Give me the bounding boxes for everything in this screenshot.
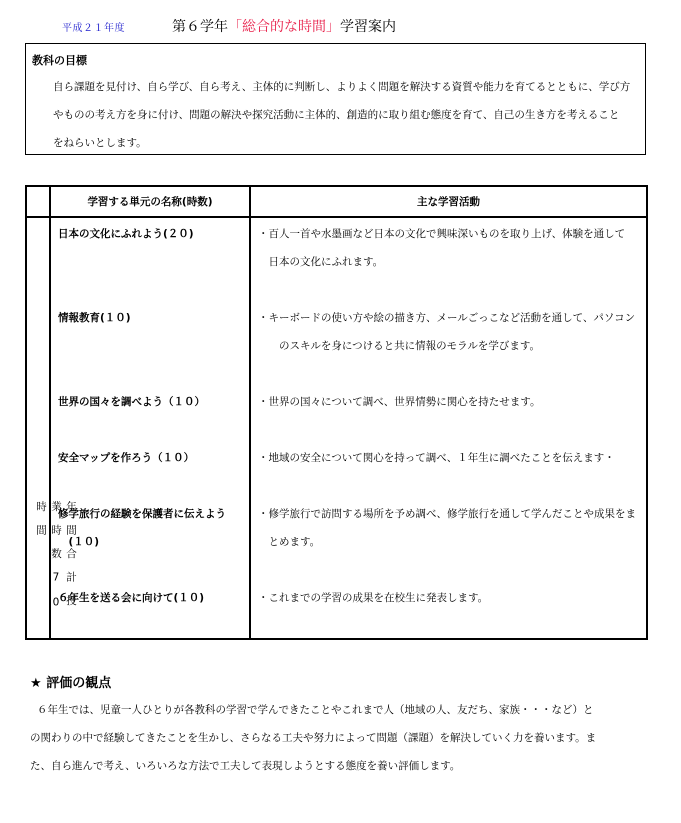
table-body-row [26,217,647,639]
activities-cell [250,217,647,639]
activity-line: ・これまでの学習の成果を在校生に発表します。 [258,592,489,604]
unit-school-trip-hours: (１０) [58,536,100,548]
evaluation-line: ６年生では、児童一人ひとりが各教科の学習で学んできたことやこれまで人（地域の人、友だち、家族・・・など）と [37,704,594,716]
title-suffix: 学習案内 [340,19,396,35]
title-highlight: 「総合的な時間」 [228,19,340,35]
school-year: 平成２１年度 [62,23,125,34]
annual-hours-label: 年間合計授業時数70時間 [35,501,77,622]
subject-goal-box [25,43,646,155]
evaluation-heading [30,672,111,691]
page-header [0,16,681,36]
activity-line: 日本の文化にふれます。 [258,256,384,268]
evaluation-title: 評価の観点 [46,676,112,691]
activity-line: のスキルを身につけると共に情報のモラルを学びます。 [258,340,541,352]
unit-farewell-party: ６年生を送る会に向けて(１０) [58,592,205,604]
goal-line: 自ら課題を見付け、自ら学び、自ら考え、主体的に判断し、よりよく問題を解決する資質や能力を育てるとともに、学び方 [53,81,631,93]
unit-information-education: 情報教育(１０) [58,312,131,324]
units-cell [50,217,250,639]
side-label-cell [26,217,77,639]
goal-line: やものの考え方を身に付け、問題の解決や探究活動に主体的、創造的に取り組む態度を育て、自己の生き方を考えること [53,109,620,121]
unit-safety-map: 安全マップを作ろう（１０） [58,452,195,464]
header-units: 学習する単元の名称(時数) [50,186,250,217]
star-icon: ★ [30,676,42,691]
evaluation-line: の関わりの中で経験してきたことを生かし、さらなる工夫や努力によって問題（課題）を解決していく力を養います。ま [30,732,597,744]
activity-line: ・修学旅行で訪問する場所を予め調べ、修学旅行を通して学んだことや成果をま [258,508,636,520]
curriculum-table [25,185,648,640]
activity-line: ・キーボードの使い方や絵の描き方、メールごっこなど活動を通して、パソコン [258,312,636,324]
header-activities: 主な学習活動 [250,186,647,217]
table-header-row [26,186,647,217]
unit-japanese-culture: 日本の文化にふれよう(２０) [58,228,194,240]
activity-line: とめます。 [258,536,321,548]
unit-school-trip: 修学旅行の経験を保護者に伝えよう [58,508,226,520]
title-prefix: 第６学年 [172,19,228,35]
unit-world-countries: 世界の国々を調べよう（１０） [58,396,205,408]
activity-line: ・百人一首や水墨画など日本の文化で興味深いものを取り上げ、体験を通して [258,228,626,240]
activity-line: ・地域の安全について関心を持って調べ、１年生に調べたことを伝えます・ [258,452,615,464]
goal-heading: 教科の目標 [32,54,87,67]
page-title [172,16,396,36]
header-side-cell [26,186,50,217]
evaluation-line: た、自ら進んで考え、いろいろな方法で工夫して表現しようとする態度を養い評価します。 [30,760,461,772]
activity-line: ・世界の国々について調べ、世界情勢に関心を持たせます。 [258,396,541,408]
goal-line: をねらいとします。 [53,137,147,149]
